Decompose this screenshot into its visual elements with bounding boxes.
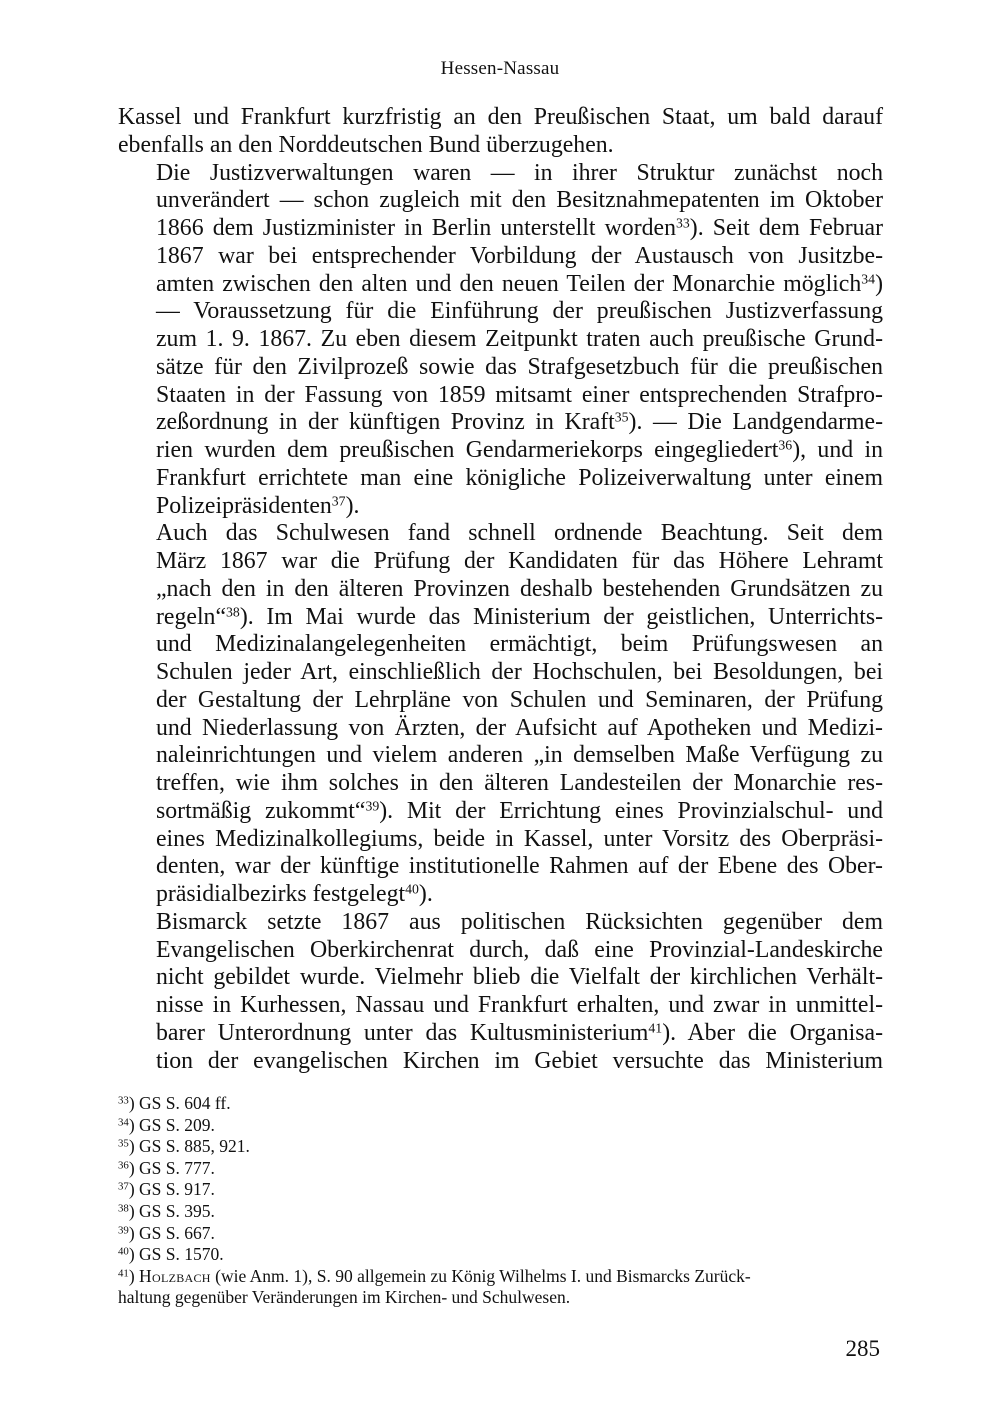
footnote-ref: 36 — [778, 437, 793, 453]
text-line: eines Medizinalkollegiums, beide in Kassel, unter Vorsitz des Oberpräsi- — [156, 825, 883, 852]
paragraph-2 — [118, 160, 883, 521]
text-line: tion der evangelischen Kirchen im Gebiet versuchte das Ministerium — [156, 1047, 883, 1074]
paragraph-4 — [118, 909, 883, 1076]
paragraph-3 — [118, 520, 883, 909]
text-line: treffen, wie ihm solches in den älteren Landesteilen der Monarchie res- — [156, 770, 883, 796]
text-line: Kassel und Frankfurt kurzfristig an den Preußischen Staat, um bald darauf — [118, 104, 883, 130]
footnote: $^{41}$) Holzbach (wie Anm. 1), S. 90 allgemein zu König Wilhelms I. und Bismarcks Zurück- — [118, 1265, 751, 1286]
text-line: Auch das Schulwesen fand schnell ordnende Beachtung. Seit dem — [156, 520, 883, 547]
text-line: Die Justizverwaltungen waren — in ihrer Struktur zunächst noch — [156, 159, 883, 186]
author-name: Holzbach — [139, 1265, 211, 1286]
text-line: 1866 dem Justizminister in Berlin unterstellt worden$^{33}$). Seit dem Februar — [156, 215, 883, 241]
text-line: — Voraussetzung für die Einführung der preußischen Justizverfassung — [156, 298, 883, 325]
text-line: sortmäßig zukommt“$^{39}$). Mit der Errichtung eines Provinzialschul- und — [156, 797, 883, 824]
text-line: barer Unterordnung unter das Kultusministerium$^{41}$). Aber die Organisa- — [156, 1019, 884, 1046]
page-number: 285 — [845, 1336, 880, 1361]
text-line: und Niederlassung von Ärzten, der Aufsicht auf Apotheken und Medizi- — [156, 714, 883, 741]
paragraph-1 — [118, 104, 883, 160]
text-line: präsidialbezirks festgelegt$^{40}$). — [156, 881, 433, 907]
text-line: Polizeipräsidenten$^{37}$). — [156, 492, 360, 519]
footnote-ref: 37 — [331, 492, 346, 508]
text-line: Evangelischen Oberkirchenrat durch, daß eine Provinzial-Landeskirche — [156, 936, 883, 963]
text-line: der Gestaltung der Lehrpläne von Schulen und Seminaren, der Prüfung — [156, 686, 883, 713]
footnote: $^{36}$) GS S. 777. — [118, 1157, 215, 1178]
text-line: naleinrichtungen und vielem anderen „in demselben Maße Verfügung zu — [156, 742, 883, 769]
footnote-ref: 33 — [675, 215, 690, 231]
text-line: unverändert — schon zugleich mit den Besitznahmepatenten im Oktober — [156, 187, 883, 214]
footnote: $^{40}$) GS S. 1570. — [118, 1244, 224, 1265]
text-line: Bismarck setzte 1867 aus politischen Rücksichten gegenüber dem — [156, 908, 883, 935]
text-line: sätze für den Zivilprozeß sowie das Strafgesetzbuch für die preußischen — [156, 353, 883, 380]
footnote-ref: 41 — [648, 1020, 663, 1036]
text-line: rien wurden dem preußischen Gendarmeriekorps eingegliedert$^{36}$), und in — [156, 437, 883, 463]
footnote: $^{35}$) GS S. 885, 921. — [118, 1136, 250, 1157]
footnote: $^{39}$) GS S. 667. — [118, 1222, 215, 1243]
text-line: zum 1. 9. 1867. Zu eben diesem Zeitpunkt traten auch preußische Grund- — [156, 326, 883, 352]
footnote-ref: 38 — [226, 603, 240, 619]
text-line: 1867 war bei entsprechender Vorbildung der Austausch von Jusitzbe- — [156, 242, 883, 269]
text-line: amten zwischen den alten und den neuen Teilen der Monarchie möglich$^{34}$) — [156, 270, 883, 297]
footnote: $^{34}$) GS S. 209. — [118, 1114, 215, 1135]
footnote: $^{38}$) GS S. 395. — [118, 1200, 215, 1221]
footnote-ref: 34 — [861, 270, 876, 286]
main-text — [118, 104, 883, 1075]
text-line: „nach den in den älteren Provinzen deshalb bestehenden Grundsätzen zu — [156, 575, 883, 602]
text-line: und Medizinalangelegenheiten ermächtigt, beim Prüfungswesen an — [156, 631, 883, 658]
running-header: Hessen-Nassau — [440, 58, 560, 79]
footnote-ref: 39 — [365, 798, 380, 814]
text-line: zeßordnung in der künftigen Provinz in Kraft$^{35}$). — Die Landgendarme- — [156, 409, 883, 436]
footnote-ref: 35 — [614, 409, 629, 425]
footnote: $^{33}$) GS S. 604 ff. — [118, 1093, 231, 1113]
footnote-ref: 40 — [405, 881, 419, 897]
footnote-continuation: haltung gegenüber Veränderungen im Kirchen- und Schulwesen. — [118, 1287, 571, 1308]
text-line: nisse in Kurhessen, Nassau und Frankfurt erhalten, und zwar in unmittel- — [156, 992, 883, 1018]
text-line: März 1867 war die Prüfung der Kandidaten für das Höhere Lehramt — [156, 548, 883, 574]
text-line: Schulen jeder Art, einschließlich der Hochschulen, bei Besoldungen, bei — [156, 659, 883, 685]
footnote: $^{37}$) GS S. 917. — [118, 1179, 215, 1200]
text-line: denten, war der künftige institutionelle Rahmen auf der Ebene des Ober- — [156, 853, 883, 880]
text-line: ebenfalls an den Norddeutschen Bund überzugehen. — [118, 131, 614, 158]
text-line: Frankfurt errichtete man eine königliche Polizeiverwaltung unter einem — [156, 464, 883, 491]
text-line: nicht gebildet wurde. Vielmehr blieb die Vielfalt der kirchlichen Verhält- — [156, 964, 883, 991]
footnotes — [118, 1093, 883, 1309]
text-line: Staaten in der Fassung von 1859 mitsamt einer entsprechenden Strafpro- — [156, 381, 883, 408]
text-line: regeln“$^{38}$). Im Mai wurde das Ministerium der geistlichen, Unterrichts- — [156, 603, 883, 630]
